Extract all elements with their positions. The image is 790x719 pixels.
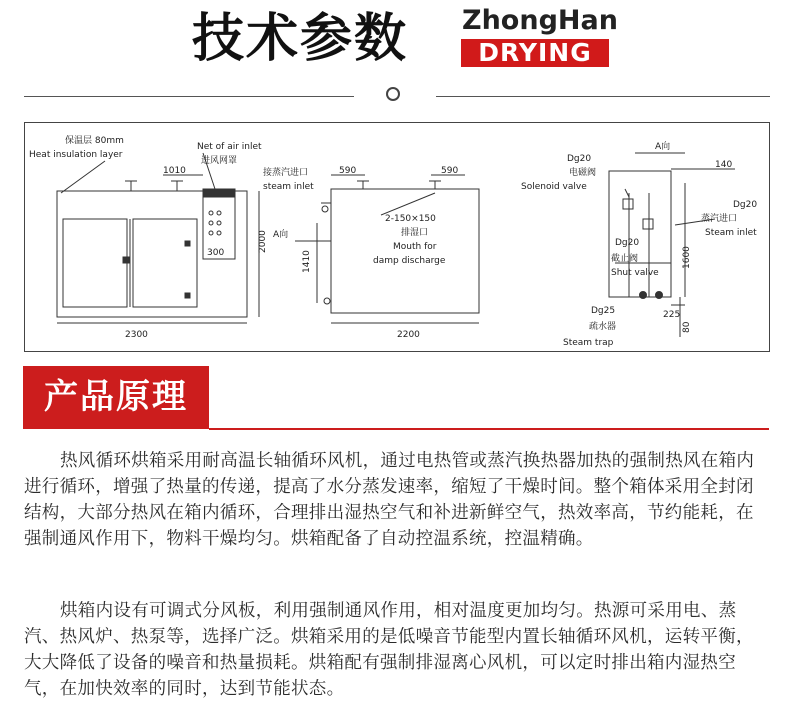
insulation-label-cn: 保温层 80mm — [65, 136, 124, 146]
dg25: Dg25 — [591, 306, 616, 316]
discharge-label-en1: Mouth for — [393, 242, 437, 252]
pipe-view-body — [609, 171, 671, 297]
steam-inlet-label-en: steam inlet — [263, 182, 314, 192]
section-underline — [209, 428, 769, 430]
circle-ornament-icon — [386, 87, 400, 101]
dim-1600: 1600 — [682, 246, 692, 269]
dim-225: 225 — [663, 310, 681, 320]
divider-left — [24, 96, 354, 97]
paragraph-principle-2: 烘箱内设有可调式分风板，利用强制通风作用，相对温度更加均匀。热源可采用电、蒸汽、热风炉、热泵等，选择广泛。烘箱采用的是低噪音节能型内置长轴循环风机，运转平衡，大大降低了设备的噪音和热量损耗。烘箱配有强制排湿离心风机，可以定时排出箱内湿热空气，在加快效率的同时，达到节能状态。 — [24, 601, 754, 699]
dg20-mid: Dg20 — [615, 238, 640, 248]
dim-2000: 2000 — [258, 230, 268, 253]
shut-valve-label-en: Shut valve — [611, 268, 659, 278]
view-a-side: A向 — [273, 230, 289, 240]
dim-80: 80 — [682, 321, 692, 333]
solenoid-label-cn: 电磁阀 — [569, 168, 597, 178]
steam-inlet-label-cn: 接蒸汽进口 — [263, 168, 309, 178]
dim-1410: 1410 — [302, 250, 312, 273]
paragraph-principle-1: 热风循环烘箱采用耐高温长轴循环风机，通过电热管或蒸汽换热器加热的强制热风在箱内进行循环，增强了热量的传递，提高了水分蒸发速率，缩短了干燥时间。整个箱体采用全封闭结构，大部分热风在箱内循环，合理排出湿热空气和补进新鲜空气，热效率高，节约能耗，在强制通风作用下，物料干燥均匀。烘箱配备了自动控温系统，控温精确。 — [24, 451, 755, 549]
steam-inlet-pipe-en: Steam inlet — [705, 228, 757, 238]
dim-590-right: 590 — [441, 166, 459, 176]
trap-label-en: Steam trap — [563, 338, 614, 348]
divider-right — [436, 96, 770, 97]
discharge-label-cn: 排湿口 — [401, 228, 429, 238]
air-inlet-label-en: Net of air inlet — [197, 142, 262, 152]
dg20-top: Dg20 — [567, 154, 592, 164]
dim-2300: 2300 — [125, 330, 148, 340]
insulation-label-en: Heat insulation layer — [29, 150, 123, 160]
air-inlet-label-cn: 进风网罩 — [201, 156, 238, 166]
brand-name: ZhongHan — [462, 5, 618, 36]
dim-1010: 1010 — [163, 166, 186, 176]
dim-140: 140 — [715, 160, 733, 170]
dim-2200: 2200 — [397, 330, 420, 340]
solenoid-label-en: Solenoid valve — [521, 182, 587, 192]
steam-inlet-pipe-cn: 蒸汽进口 — [701, 214, 738, 224]
trap-label-cn: 疏水器 — [589, 322, 617, 332]
dim-300: 300 — [207, 248, 225, 258]
brand-tag: DRYING — [461, 39, 609, 67]
dg20-right: Dg20 — [733, 200, 758, 210]
page-title: 技术参数 — [192, 9, 409, 69]
dim-590-left: 590 — [339, 166, 357, 176]
discharge-size: 2-150×150 — [385, 214, 436, 224]
technical-drawing — [24, 122, 770, 352]
shut-valve-label-cn: 截止阀 — [611, 254, 639, 264]
section-title: 产品原理 — [44, 377, 188, 417]
discharge-label-en2: damp discharge — [373, 256, 446, 266]
left-door — [63, 219, 127, 307]
view-a-pipe: A向 — [655, 142, 671, 152]
